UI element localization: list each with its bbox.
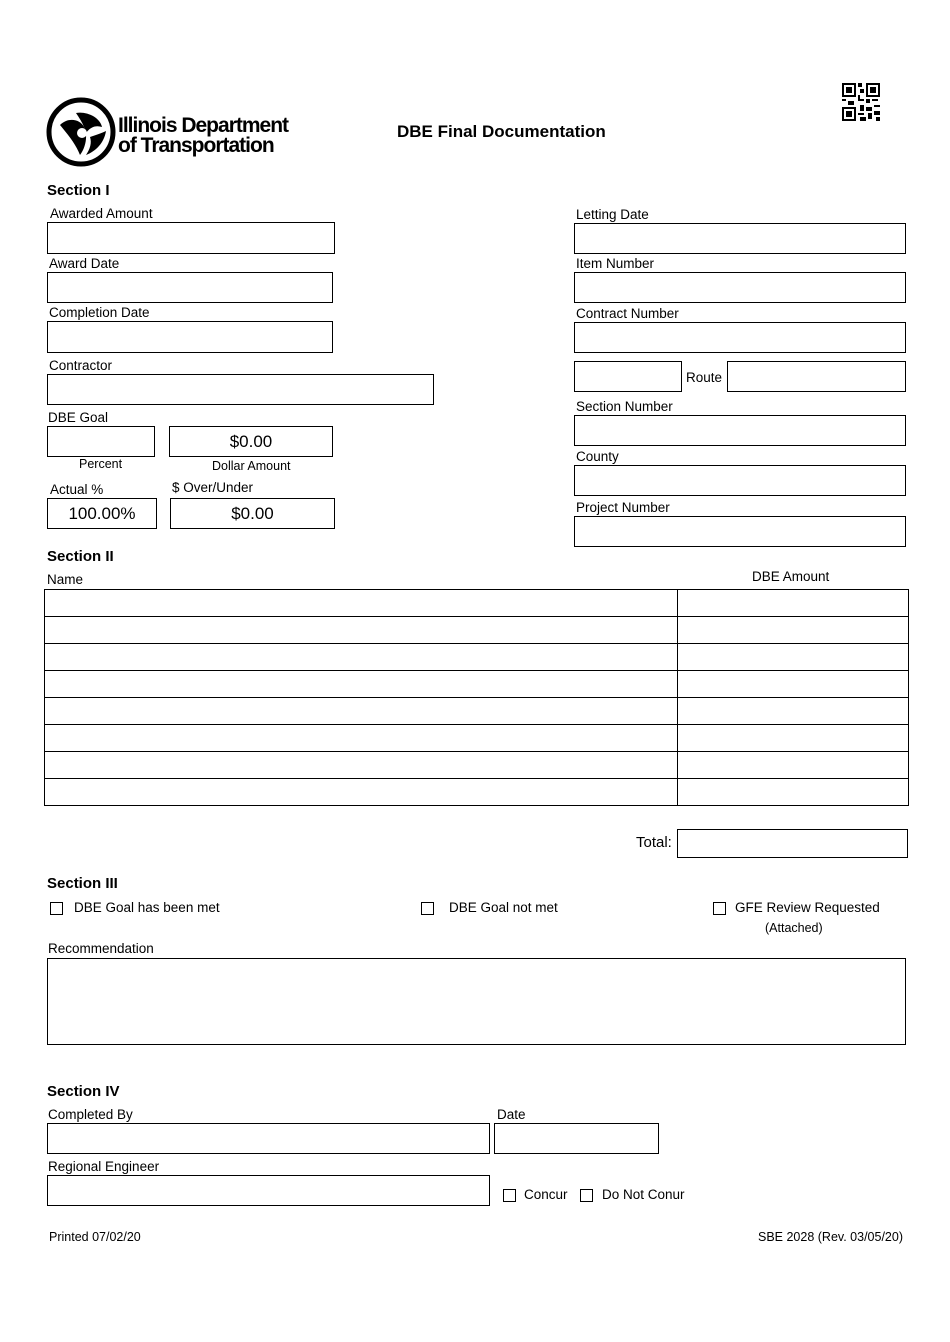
- contractor-field[interactable]: [47, 374, 434, 405]
- dbe-goal-label: DBE Goal: [48, 410, 109, 425]
- completion-date-field[interactable]: [47, 321, 333, 353]
- goal-not-met-checkbox[interactable]: [421, 902, 434, 915]
- dbe-name-cell[interactable]: [45, 752, 678, 779]
- award-date-label: Award Date: [49, 256, 120, 271]
- table-row: [45, 752, 909, 779]
- dbe-amount-cell[interactable]: [678, 752, 909, 779]
- table-row: [45, 725, 909, 752]
- dbe-name-cell[interactable]: [45, 698, 678, 725]
- table-row: [45, 644, 909, 671]
- idot-logo-icon: [46, 97, 118, 169]
- table-row: [45, 698, 909, 725]
- printed-date: Printed 07/02/20: [49, 1230, 141, 1244]
- form-number: SBE 2028 (Rev. 03/05/20): [758, 1230, 903, 1244]
- dbe-name-cell[interactable]: [45, 644, 678, 671]
- regional-engineer-field[interactable]: [47, 1175, 490, 1206]
- route-prefix-field[interactable]: [574, 361, 682, 392]
- section-number-field[interactable]: [574, 415, 906, 446]
- dbe-amount-cell[interactable]: [678, 725, 909, 752]
- awarded-amount-field[interactable]: [47, 222, 335, 254]
- dbe-amount-cell[interactable]: [678, 617, 909, 644]
- table-row: [45, 779, 909, 806]
- dbe-amount-column-header: DBE Amount: [752, 569, 830, 584]
- contract-number-label: Contract Number: [576, 306, 679, 321]
- logo-text-line2: of Transportation: [118, 134, 274, 157]
- route-field[interactable]: [727, 361, 906, 392]
- section-4-heading: Section IV: [47, 1083, 120, 1100]
- table-row: [45, 590, 909, 617]
- recommendation-label: Recommendation: [48, 941, 154, 956]
- table-row: [45, 671, 909, 698]
- page-title: DBE Final Documentation: [397, 122, 606, 141]
- awarded-amount-label: Awarded Amount: [50, 206, 153, 221]
- gfe-review-label: GFE Review Requested: [735, 900, 880, 915]
- recommendation-field[interactable]: [47, 958, 906, 1045]
- dbe-name-cell[interactable]: [45, 779, 678, 806]
- section-3-heading: Section III: [47, 875, 118, 892]
- dbe-amount-cell[interactable]: [678, 590, 909, 617]
- qr-code-icon: [842, 83, 880, 121]
- actual-percent-field[interactable]: 100.00%: [47, 498, 157, 529]
- dbe-amount-cell[interactable]: [678, 671, 909, 698]
- do-not-concur-checkbox[interactable]: [580, 1189, 593, 1202]
- dbe-table: [44, 589, 909, 806]
- over-under-field[interactable]: $0.00: [170, 498, 335, 529]
- over-under-label: $ Over/Under: [172, 480, 254, 495]
- dbe-amount-cell[interactable]: [678, 779, 909, 806]
- county-label: County: [576, 449, 619, 464]
- dbe-amount-cell[interactable]: [678, 698, 909, 725]
- project-number-field[interactable]: [574, 516, 906, 547]
- gfe-review-checkbox[interactable]: [713, 902, 726, 915]
- county-field[interactable]: [574, 465, 906, 496]
- date-label: Date: [497, 1107, 526, 1122]
- dbe-amount-cell[interactable]: [678, 644, 909, 671]
- project-number-label: Project Number: [576, 500, 670, 515]
- total-label: Total:: [636, 834, 672, 851]
- goal-not-met-label: DBE Goal not met: [449, 900, 558, 915]
- dollar-amount-caption: Dollar Amount: [212, 459, 291, 473]
- percent-caption: Percent: [79, 457, 123, 471]
- dbe-name-cell[interactable]: [45, 617, 678, 644]
- gfe-attached-caption: (Attached): [765, 921, 823, 935]
- do-not-concur-label: Do Not Conur: [602, 1187, 685, 1202]
- idot-logo: [46, 97, 306, 169]
- name-column-header: Name: [47, 572, 84, 587]
- completion-date-label: Completion Date: [49, 305, 150, 320]
- award-date-field[interactable]: [47, 272, 333, 303]
- dbe-goal-percent-field[interactable]: [47, 426, 155, 457]
- concur-checkbox[interactable]: [503, 1189, 516, 1202]
- contract-number-field[interactable]: [574, 322, 906, 353]
- regional-engineer-label: Regional Engineer: [48, 1159, 160, 1174]
- dbe-name-cell[interactable]: [45, 725, 678, 752]
- item-number-label: Item Number: [576, 256, 655, 271]
- item-number-field[interactable]: [574, 272, 906, 303]
- logo-text-line1: Illinois Department: [118, 114, 289, 137]
- letting-date-field[interactable]: [574, 223, 906, 254]
- section-number-label: Section Number: [576, 399, 673, 414]
- actual-percent-label: Actual %: [50, 482, 104, 497]
- section-1-heading: Section I: [47, 182, 110, 199]
- goal-met-checkbox[interactable]: [50, 902, 63, 915]
- letting-date-label: Letting Date: [576, 207, 649, 222]
- dbe-goal-dollar-field[interactable]: $0.00: [169, 426, 333, 457]
- concur-label: Concur: [524, 1187, 568, 1202]
- route-label: Route: [686, 370, 723, 385]
- completed-by-field[interactable]: [47, 1123, 490, 1154]
- section-2-heading: Section II: [47, 548, 114, 565]
- goal-met-label: DBE Goal has been met: [74, 900, 220, 915]
- total-field[interactable]: [677, 829, 908, 858]
- completed-by-label: Completed By: [48, 1107, 133, 1122]
- table-row: [45, 617, 909, 644]
- date-field[interactable]: [494, 1123, 659, 1154]
- dbe-name-cell[interactable]: [45, 590, 678, 617]
- dbe-name-cell[interactable]: [45, 671, 678, 698]
- contractor-label: Contractor: [49, 358, 113, 373]
